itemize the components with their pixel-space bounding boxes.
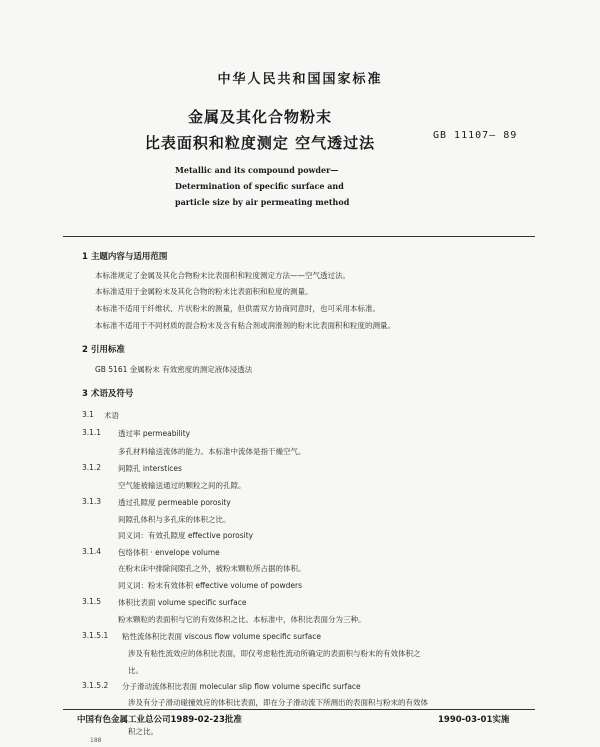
term-definition: 涉及有粘性流效应的体积比表面，即仅考虑粘性流动所确定的表面积与粉末的有效体积之 xyxy=(128,649,421,658)
term-definition: 粉末颗粒的表面积与它的有效体积之比。本标准中，体积比表面分为三种。 xyxy=(118,615,366,624)
term-definition: 积之比。 xyxy=(128,727,158,736)
term-synonym: 同义词：有效孔隙度 effective porosity xyxy=(118,531,254,540)
english-title-line: particle size by air permeating method xyxy=(175,197,350,207)
term-number: 3.1.4 xyxy=(82,547,102,556)
term-definition: 空气能被输送通过的颗粒之间的孔隙。 xyxy=(118,481,246,490)
term-definition: 多孔材料输送流体的能力。本标准中流体是指干燥空气。 xyxy=(118,447,306,456)
term-number: 3.1.5 xyxy=(82,597,102,606)
subheading-number: 3.1 xyxy=(82,410,94,419)
term-title: 分子滑动流体积比表面 molecular slip flow volume specific surface xyxy=(122,682,361,691)
section-3-heading: 3 术语及符号 xyxy=(82,389,134,399)
term-title: 透过率 permeability xyxy=(118,429,191,438)
term-number: 3.1.5.2 xyxy=(82,681,109,690)
gb-number: GB 11107— 89 xyxy=(433,130,518,141)
subheading-text: 术语 xyxy=(104,411,119,420)
title-line-1: 金属及其化合物粉末 xyxy=(187,108,332,126)
paragraph: 本标准不适用于不同材质的混合粉末及含有粘合剂或润滑剂的粉末比表面积和粒度的测量。 xyxy=(95,321,395,330)
term-definition: 在粉末床中排除间隙孔之外，被粉末颗粒所占据的体积。 xyxy=(118,564,306,573)
section-1-heading: 1 主题内容与适用范围 xyxy=(82,252,168,262)
term-definition: 比。 xyxy=(128,666,143,675)
term-number: 3.1.3 xyxy=(82,497,102,506)
term-synonym: 同义词：粉末有效体积 effective volume of powders xyxy=(118,581,302,590)
footer-divider xyxy=(63,709,535,710)
title-line-2: 比表面积和粒度测定 空气透过法 xyxy=(144,134,376,152)
term-title: 粘性流体积比表面 viscous flow volume specific surface xyxy=(122,632,322,641)
english-title-line: Determination of specific surface and xyxy=(175,181,344,191)
term-definition: 涉及有分子滑动碰撞效应的体积比表面，即在分子滑动流下所测出的表面积与粉末的有效体 xyxy=(128,698,428,707)
implementation-date: 1990-03-01实施 xyxy=(438,715,510,725)
section-2-heading: 2 引用标准 xyxy=(82,345,125,355)
term-title: 透过孔隙度 permeable porosity xyxy=(118,498,231,507)
page-number: 188 xyxy=(90,737,102,744)
term-title: 间隙孔 interstices xyxy=(118,464,182,473)
reference-standard: GB 5161 金属粉末 有效密度的测定液体浸透法 xyxy=(95,365,253,374)
header-divider xyxy=(63,236,535,237)
term-title: 体积比表面 volume specific surface xyxy=(118,598,247,607)
term-definition: 间隙孔体积与多孔床的体积之比。 xyxy=(118,515,231,524)
term-number: 3.1.1 xyxy=(82,428,102,437)
paragraph: 本标准适用于金属粉末及其化合物的粉末比表面积和粒度的测量。 xyxy=(95,287,313,296)
term-title: 包络体积 · envelope volume xyxy=(118,548,220,557)
term-number: 3.1.5.1 xyxy=(82,631,109,640)
term-number: 3.1.2 xyxy=(82,463,102,472)
english-title-line: Metallic and its compound powder— xyxy=(175,165,339,175)
approval-date: 中国有色金属工业总公司1989-02-23批准 xyxy=(77,715,242,725)
paragraph: 本标准不适用于纤维状、片状粉末的测量，但供需双方协商同意时，也可采用本标准。 xyxy=(95,304,380,313)
paragraph: 本标准规定了金属及其化合物粉末比表面积和粒度测定方法——空气透过法。 xyxy=(95,271,350,280)
standard-type: 中华人民共和国国家标准 xyxy=(217,72,383,87)
